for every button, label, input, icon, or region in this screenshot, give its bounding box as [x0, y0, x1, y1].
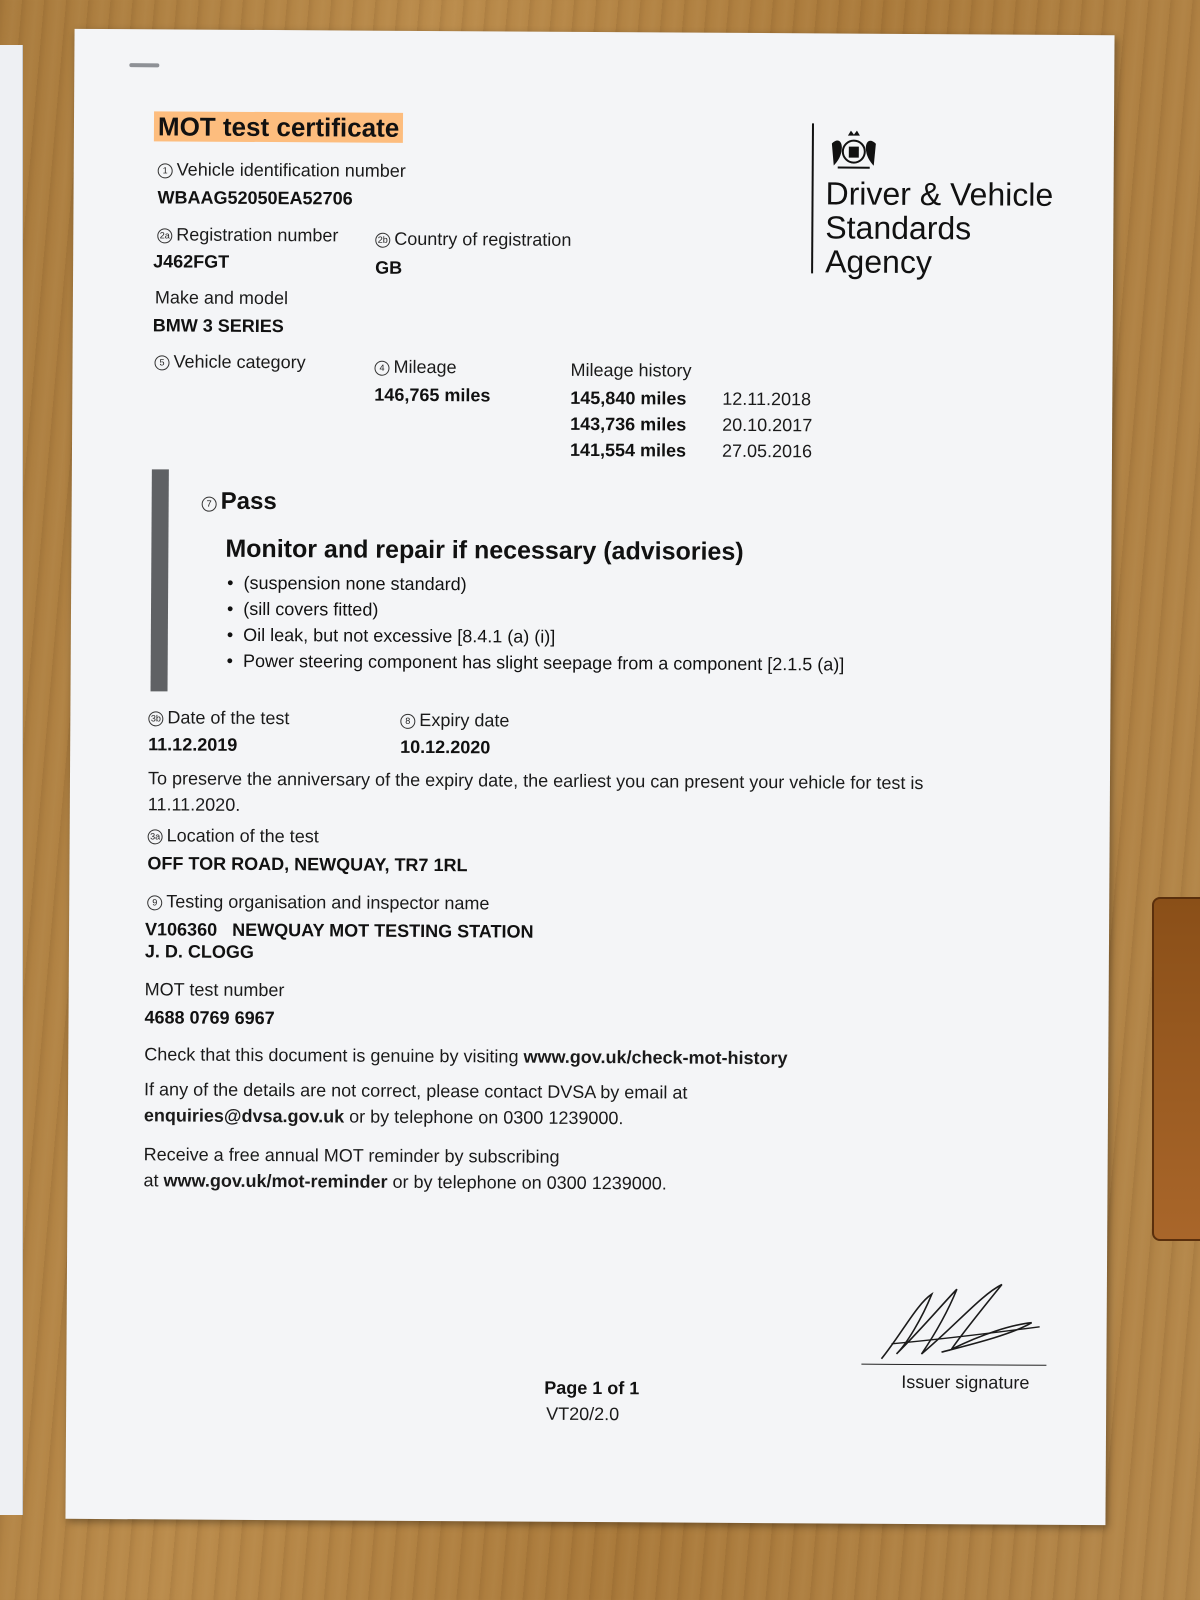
mot-reminder-link[interactable]: www.gov.uk/mot-reminder [163, 1170, 388, 1192]
advisory-item: • (suspension none standard) [227, 570, 845, 600]
history-date: 27.05.2016 [721, 440, 813, 462]
result-status: Pass [220, 487, 277, 516]
organisation-label: Testing organisation and inspector name [166, 891, 490, 914]
check-genuine-line [144, 1044, 787, 1069]
check-genuine-text: Check that this document is genuine by visiting [144, 1044, 524, 1067]
history-date: 12.11.2018 [722, 388, 812, 410]
agency-name: Driver & Vehicle Standards Agency [825, 175, 1054, 281]
field-number-marker: 5 [154, 355, 169, 370]
mileage-label-row [374, 357, 456, 379]
location-label-row [148, 825, 319, 847]
mileage-label: Mileage [393, 356, 457, 378]
vin-label: Vehicle identification number [176, 159, 406, 181]
make-model-label: Make and model [154, 287, 289, 309]
field-number-marker: 7 [202, 497, 217, 512]
mileage-history-row [570, 388, 812, 415]
test-date-value: 11.12.2019 [148, 734, 238, 755]
contact-email-line [144, 1105, 624, 1129]
mileage-history-row [570, 414, 812, 441]
field-number-marker: 1 [158, 163, 173, 178]
expiry-date-label: Expiry date [419, 709, 510, 731]
check-mot-history-link[interactable]: www.gov.uk/check-mot-history [523, 1046, 788, 1069]
form-code: VT20/2.0 [546, 1403, 620, 1425]
advisory-item: • Oil leak, but not excessive [8.4.1 (a) (i)] [227, 622, 845, 652]
make-model-value: BMW 3 SERIES [152, 315, 284, 337]
mileage-history-row [570, 440, 812, 467]
mileage-value: 146,765 miles [374, 384, 491, 406]
test-date-label: Date of the test [167, 707, 290, 729]
history-miles: 141,554 miles [569, 439, 687, 461]
anniversary-note: To preserve the anniversary of the expiry date, the earliest you can present your vehicle for test is 11.11.2020. [147, 768, 924, 815]
location-value: OFF TOR ROAD, NEWQUAY, TR7 1RL [147, 853, 468, 876]
result-status-row [202, 488, 277, 516]
advisories-heading: Monitor and repair if necessary (advisories) [225, 534, 744, 566]
field-number-marker: 3b [148, 711, 163, 726]
vin-label-row [158, 159, 406, 182]
advisory-item: • (sill covers fitted) [227, 596, 845, 626]
organisation-name: NEWQUAY MOT TESTING STATION [232, 919, 534, 942]
registration-label: Registration number [176, 224, 339, 246]
registration-label-row [157, 224, 338, 246]
advisory-item: • Power steering component has slight seepage from a component [2.1.5 (a)] [227, 648, 845, 678]
field-number-marker: 2b [375, 233, 390, 248]
mot-certificate-sheet [65, 29, 1114, 1525]
test-date-label-row [148, 707, 289, 729]
history-miles: 143,736 miles [570, 413, 687, 435]
inspector-name: J. D. CLOGG [144, 941, 255, 962]
organisation-code: V106360 [145, 919, 218, 940]
contact-email-link[interactable]: enquiries@dvsa.gov.uk [143, 1105, 345, 1127]
country-label: Country of registration [394, 228, 572, 250]
adjacent-object [1152, 897, 1200, 1241]
organisation-line [145, 919, 534, 942]
royal-coat-of-arms-icon [824, 125, 884, 173]
dvsa-logo-rule [811, 123, 814, 273]
result-status-bar [151, 469, 169, 691]
issuer-signature-label: Issuer signature [901, 1371, 1030, 1393]
history-date: 20.10.2017 [722, 414, 813, 436]
field-number-marker: 3a [148, 829, 163, 844]
registration-value: J462FGT [153, 251, 230, 272]
page-number: Page 1 of 1 [544, 1377, 640, 1399]
test-number-value: 4688 0769 6967 [144, 1007, 275, 1029]
field-number-marker: 4 [374, 361, 389, 376]
location-label: Location of the test [166, 825, 319, 847]
test-number-label: MOT test number [144, 979, 285, 1001]
history-miles: 145,840 miles [570, 387, 687, 409]
vin-value: WBAAG52050EA52706 [157, 187, 353, 209]
country-label-row [375, 229, 571, 251]
issuer-signature-image [861, 1274, 1052, 1370]
adjacent-paper-edge [0, 45, 23, 1515]
field-number-marker: 2a [157, 228, 172, 243]
category-label-row [154, 351, 305, 373]
country-value: GB [375, 257, 403, 278]
organisation-label-row [147, 891, 489, 914]
reminder-line: Receive a free annual MOT reminder by subscribing [143, 1144, 560, 1167]
expiry-date-label-row [400, 710, 509, 732]
category-label: Vehicle category [173, 351, 306, 373]
reminder-prefix: at [143, 1170, 164, 1191]
contact-line: If any of the details are not correct, please contact DVSA by email at [144, 1079, 688, 1103]
reminder-phone-text: or by telephone on 0300 1239000. [387, 1171, 667, 1194]
mileage-history-list [570, 388, 813, 467]
contact-phone-text: or by telephone on 0300 1239000. [344, 1106, 624, 1129]
certificate-title: MOT test certificate [154, 111, 403, 143]
expiry-date-value: 10.12.2020 [400, 736, 491, 758]
advisories-list [227, 570, 845, 678]
reminder-link-line [143, 1170, 666, 1194]
field-number-marker: 9 [147, 895, 162, 910]
mileage-history-label: Mileage history [570, 359, 692, 381]
staple [129, 63, 159, 67]
field-number-marker: 8 [400, 714, 415, 729]
